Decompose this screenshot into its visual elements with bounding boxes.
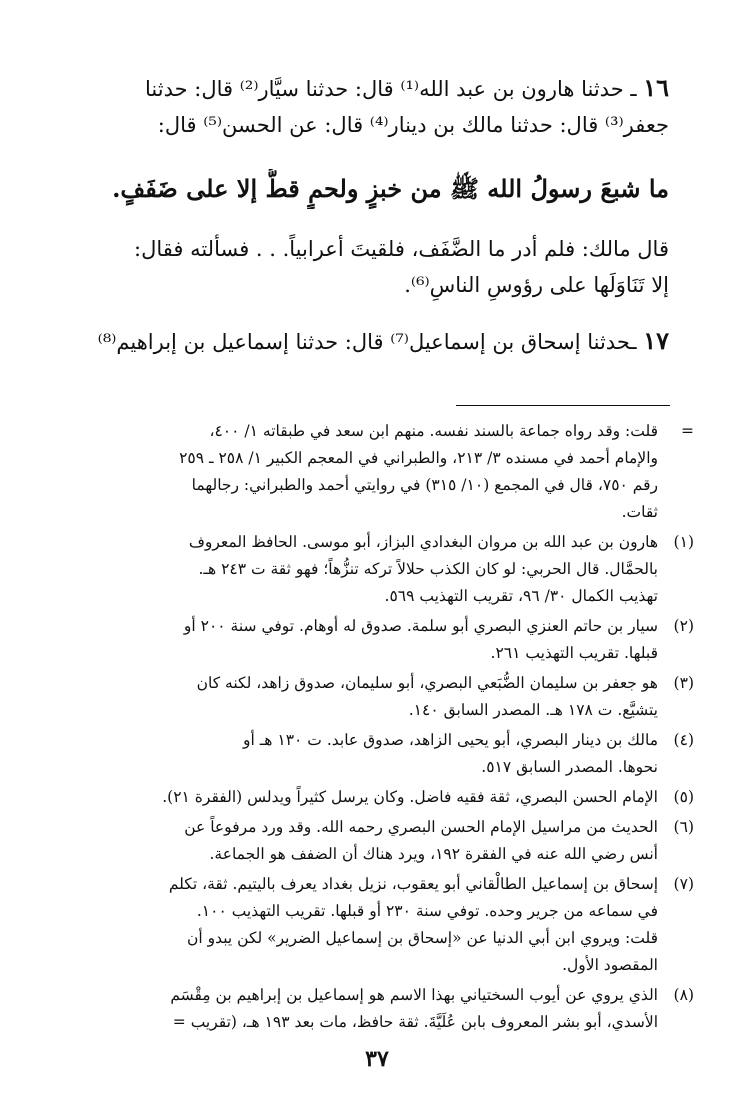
footnote-body [60, 871, 658, 979]
footnote-body [60, 613, 658, 667]
footnote-line: بالحمَّال. قال الحربي: لو كان الكذب حلالاً تركه تنزُّهاً؛ فهو ثقة ت ٢٤٣ هـ. [198, 560, 658, 578]
footnote-line: تهذيب الكمال ٣٠/ ٩٦، تقريب التهذيب ٥٦٩. [384, 587, 658, 605]
footnote-body [60, 418, 658, 526]
footnote-7 [60, 871, 694, 979]
footnote-body [60, 784, 658, 811]
footnote-2 [60, 613, 694, 667]
footnote-line: هو جعفر بن سليمان الضُّبَعي البصري، أبو سليمان، صدوق زاهد، لكنه كان [196, 674, 658, 692]
footnote-4 [60, 727, 694, 781]
footnote-mark: (١) [673, 533, 694, 551]
footnote-body [60, 814, 658, 868]
hadith-16-number: ١٦ [643, 73, 669, 102]
footnote-mark: (٥) [673, 788, 694, 806]
hadith-16-comment-1: قال مالك: فلم أدر ما الضَّفَف، فلقيتَ أعرابياً. . . فسألته فقال: [134, 237, 669, 261]
footnote-body [60, 982, 658, 1036]
footnote-line: قلت: وقد رواه جماعة بالسند نفسه. منهم ابن سعد في طبقاته ١/ ٤٠٠، [209, 422, 658, 440]
footnote-line: يتشيَّع. ت ١٧٨ هـ. المصدر السابق ١٤٠. [408, 701, 658, 719]
footnote-body [60, 727, 658, 781]
footnote-line: قلت: ويروي ابن أبي الدنيا عن «إسحاق بن إسماعيل الضرير» لكن يبدو أن [186, 929, 658, 947]
footnote-line: والإمام أحمد في مسنده ٣/ ٢١٣، والطبراني في المعجم الكبير ١/ ٢٥٨ ـ ٢٥٩ [179, 449, 658, 467]
footnote-line: أنس رضي الله عنه في الفقرة ١٩٢، ويرد هناك أن الضفف هو الجماعة. [209, 845, 658, 863]
footnote-line: الإمام الحسن البصري، ثقة فقيه فاضل. وكان يرسل كثيراً ويدلس (الفقرة ٢١). [162, 788, 658, 806]
footnote-line: في سماعه من جرير وحده. توفي سنة ٢٣٠ أو قبلها. تقريب التهذيب ١٠٠. [196, 902, 658, 920]
hadith-16-matn: ما شبعَ رسولُ الله ﷺ من خبزٍ ولحمٍ قطُّ إلا على ضَفَفٍ. [112, 174, 669, 203]
footnote-mark: (٨) [673, 986, 694, 1004]
footnote-separator [456, 405, 670, 406]
footnote-mark: (٤) [673, 731, 694, 749]
hadith-17-line-1 [60, 323, 669, 360]
footnote-line: رقم ٧٥٠، قال في المجمع (١٠/ ٣١٥) في روايتي أحمد والطبراني: رجالهما [191, 476, 658, 494]
footnote-body [60, 529, 658, 610]
footnote-line: الأسدي، أبو بشر المعروف بابن عُلَيَّةَ. ثقة حافظ، مات بعد ١٩٣ هـ، (تقريب = [172, 1013, 658, 1031]
footnote-mark: (٦) [673, 818, 694, 836]
footnote-line: إسحاق بن إسماعيل الطالْقاني أبو يعقوب، نزيل بغداد يعرف باليتيم. ثقة، تكلم [168, 875, 658, 893]
page-number: ٣٧ [365, 1046, 389, 1072]
footnote-mark: (٣) [673, 674, 694, 692]
hadith-16-comment-2: إلا تَنَاوَلَها على رؤوسِ الناسِ⁽⁶⁾. [404, 273, 669, 297]
footnote-line: الذي يروي عن أيوب السختياني بهذا الاسم هو إسماعيل بن إبراهيم بن مِقْسَم [170, 986, 658, 1004]
footnote-line: سيار بن حاتم العنزي البصري أبو سلمة. صدوق له أوهام. توفي سنة ٢٠٠ أو [183, 617, 658, 635]
footnote-8 [60, 982, 694, 1036]
footnote-body [60, 670, 658, 724]
footnote-line: ثقات. [621, 503, 658, 521]
footnotes [60, 418, 694, 1039]
footnote-line: الحديث من مراسيل الإمام الحسن البصري رحمه الله. وقد ورد مرفوعاً عن [184, 818, 658, 836]
hadith-16-isnad-1: ـ حدثنا هارون بن عبد الله⁽¹⁾ قال: حدثنا سيَّار⁽²⁾ قال: حدثنا [145, 77, 637, 101]
footnote-line: قبلها. تقريب التهذيب ٢٦١. [490, 644, 658, 662]
footnote-line: المقصود الأول. [562, 956, 658, 974]
hadith-16-line-2: جعفر⁽³⁾ قال: حدثنا مالك بن دينار⁽⁴⁾ قال: عن الحسن⁽⁵⁾ قال: [157, 113, 669, 137]
footnote-0 [60, 418, 694, 526]
footnote-mark: = [681, 422, 694, 440]
footnote-line: نحوها. المصدر السابق ٥١٧. [481, 758, 658, 776]
footnote-1 [60, 529, 694, 610]
hadith-17-isnad-1: ـحدثنا إسحاق بن إسماعيل⁽⁷⁾ قال: حدثنا إسماعيل بن إبراهيم⁽⁸⁾ [97, 330, 637, 354]
footnote-mark: (٢) [673, 617, 694, 635]
footnote-line: هارون بن عبد الله بن مروان البغدادي البزاز، أبو موسى. الحافظ المعروف [188, 533, 658, 551]
footnote-6 [60, 814, 694, 868]
footnote-line: مالك بن دينار البصري، أبو يحيى الزاهد، صدوق عابد. ت ١٣٠ هـ أو [243, 731, 658, 749]
footnote-mark: (٧) [673, 875, 694, 893]
hadith-17-number: ١٧ [643, 326, 669, 355]
footnote-3 [60, 670, 694, 724]
hadith-16-line-1 [60, 70, 669, 107]
footnote-5 [60, 784, 694, 811]
